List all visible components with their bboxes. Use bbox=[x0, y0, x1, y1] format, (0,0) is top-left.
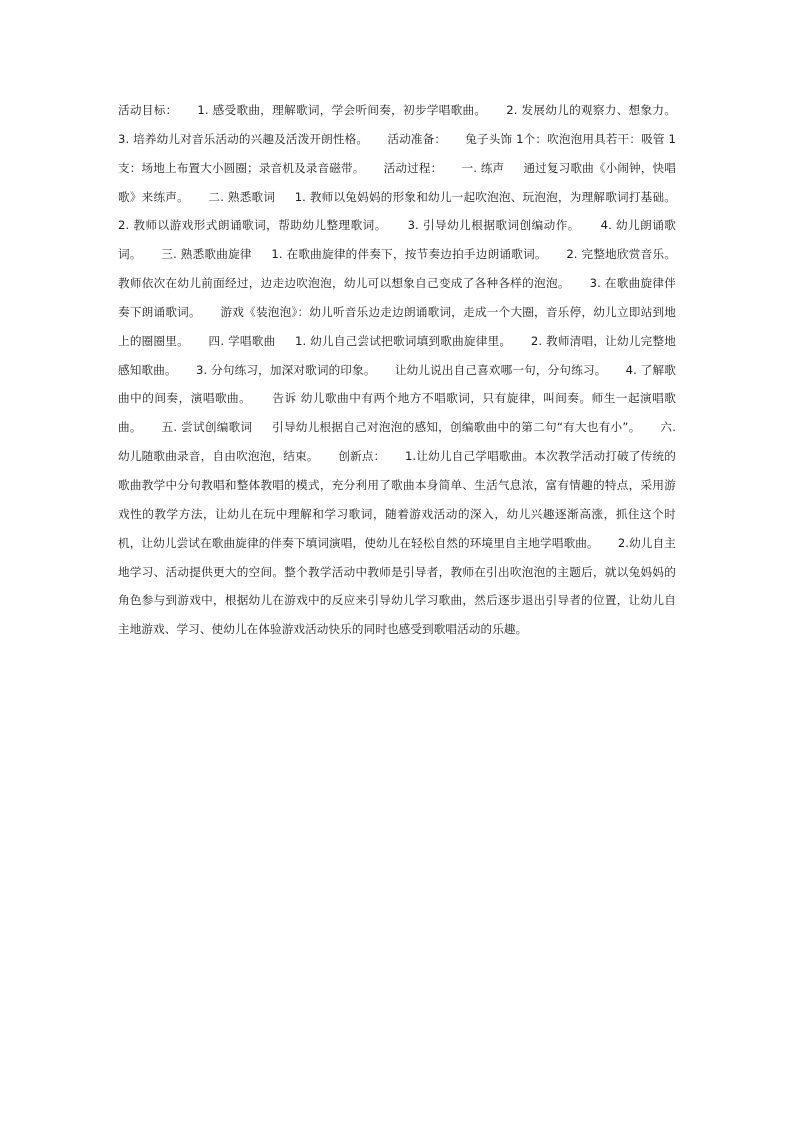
lesson-plan-text: 活动目标： 1. 感受歌曲，理解歌词，学会听间奏，初步学唱歌曲。 2. 发展幼儿的观察力、想象力。 3. 培养幼儿对音乐活动的兴趣及活泼开朗性格。 活动准备： 兔子头饰 1个：吹泡泡用具若干：吸管 1支：场地上布置大小圆圈；录音机及录音磁带。 活动过程： 一. 练声 通过复习歌曲《小闹钟，快唱歌》来练声。 二. 熟悉歌词 1. 教师以兔妈妈的形象和幼儿一起吹泡泡、玩泡泡，为理解歌词打基础。 2. 教师以游戏形式朗诵歌词，帮助幼儿整理歌词。 3. 引导幼儿根据歌词创编动作。 4. 幼儿朗诵歌词。 三. 熟悉歌曲旋律 1. 在歌曲旋律的伴奏下，按节奏边拍手边朗诵歌词。 2. 完整地欣赏音乐。 教师依次在幼儿前面经过，边走边吹泡泡，幼儿可以想象自己变成了各种各样的泡泡。 3. 在歌曲旋律伴奏下朗诵歌词。 游戏《装泡泡》：幼儿听音乐边走边朗诵歌词，走成一个大圈，音乐停，幼儿立即站到地上的圈圈里。 四. 学唱歌曲 1. 幼儿自己尝试把歌词填到歌曲旋律里。 2. 教师清唱，让幼儿完整地感知歌曲。 3. 分句练习，加深对歌词的印象。 让幼儿说出自己喜欢哪一句，分句练习。 4. 了解歌曲中的间奏，演唱歌曲。 告诉 幼儿歌曲中有两个地方不唱歌词，只有旋律，叫间奏。师生一起演唱歌曲。 五. 尝试创编歌词 引导幼儿根据自己对泡泡的感知，创编歌曲中的第二句“有大也有小”。 六. 幼儿随歌曲录音，自由吹泡泡，结束。 创新点： 1.让幼儿自己学唱歌曲。本次教学活动打破了传统的歌曲教学中分句教唱和整体教唱的模式，充分利用了歌曲本身简单、生活气息浓，富有情趣的特点，采用游戏性的教学方法，让幼儿在玩中理解和学习歌词，随着游戏活动的深入，幼儿兴趣逐渐高涨，抓住这个时机，让幼儿尝试在歌曲旋律的伴奏下填词演唱，使幼儿在轻松自然的环境里自主地学唱歌曲。 2.幼儿自主地学习、活动提供更大的空间。整个教学活动中教师是引导者，教师在引出吹泡泡的主题后，就以兔妈妈的角色参与到游戏中，根据幼儿在游戏中的反应来引导幼儿学习歌曲，然后逐步退出引导者的位置，让幼儿自主地游戏、学习、使幼儿在体验游戏活动快乐的同时也感受到歌唱活动的乐趣。 bbox=[118, 103, 695, 637]
